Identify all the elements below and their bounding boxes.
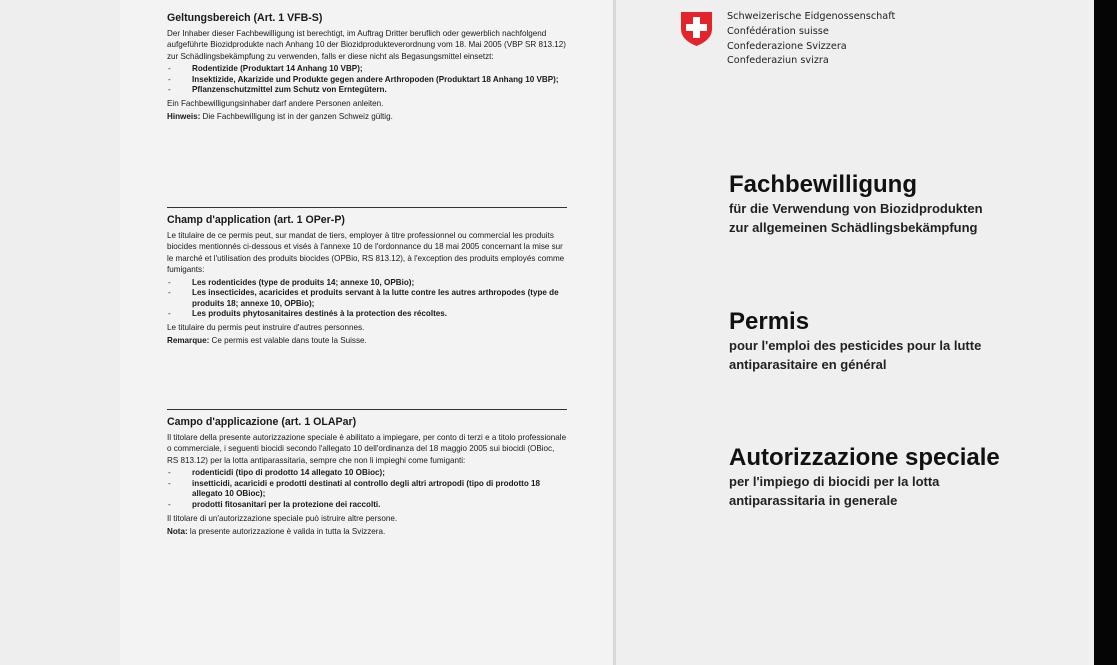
product-list	[167, 468, 567, 510]
section-french	[167, 214, 567, 346]
note-text: Ce permis est valable dans toute la Suisse.	[209, 336, 367, 346]
section-note	[167, 526, 567, 537]
product-list	[167, 278, 567, 320]
section-heading: Champ d'application (art. 1 OPer-P)	[167, 214, 345, 226]
section-extra: Ein Fachbewilligungsinhaber darf andere Personen anleiten.	[167, 99, 384, 108]
scan-edge-right	[1094, 0, 1117, 665]
title-block-french	[729, 308, 1079, 374]
document-subtitle: antiparasitaire en général	[729, 357, 887, 372]
document-title: Permis	[729, 308, 810, 335]
confederation-line: Confédération suisse	[727, 25, 829, 37]
section-italian	[167, 416, 567, 537]
confederation-line: Schweizerische Eidgenossenschaft	[727, 11, 896, 22]
list-item: - Insektizide, Akarizide und Produkte gegen andere Arthropoden (Produktart 18 Anhang 10 VBP);	[167, 75, 567, 86]
section-intro: Il titolare della presente autorizzazione speciale è abilitato a impiegare, per conto di terzi e a titolo professionale o commerciale, i seguenti biocidi secondo l'allegato 10 dell'ordinanza del 18 maggio 2005 sui biocidi (OBioc, RS 813.12) per la lotta antiparassitaria, sempre che non li impieghi come fumiganti:	[167, 433, 567, 465]
swiss-cross-icon	[679, 10, 714, 47]
crest-cross-horizontal	[686, 24, 707, 31]
list-item: - rodenticidi (tipo di prodotto 14 allegato 10 OBioc);	[167, 468, 567, 479]
confederation-wordmark	[727, 10, 895, 69]
title-block-german	[729, 171, 1079, 237]
section-divider	[167, 409, 567, 410]
document-subtitle: pour l'emploi des pesticides pour la lutte	[729, 338, 982, 353]
list-item: - Les insecticides, acaricides et produits servant à la lutte contre les autres arthropodes (type de produits 18; annexe 10, OPBio);	[167, 288, 567, 309]
note-text: la presente autorizzazione è valida in tutta la Svizzera.	[187, 527, 386, 536]
document-subtitle: für die Verwendung von Biozidprodukten	[729, 201, 983, 216]
list-item: - prodotti fitosanitari per la protezione dei raccolti.	[167, 500, 567, 511]
confederation-line: Confederazione Svizzera	[727, 40, 847, 52]
document-subtitle: per l'impiego di biocidi per la lotta	[729, 474, 940, 489]
note-text: Die Fachbewilligung ist in der ganzen Schweiz gültig.	[200, 112, 393, 122]
document-subtitle: zur allgemeinen Schädlingsbekämpfung	[729, 220, 978, 235]
list-item: - Les produits phytosanitaires destinés à la protection des récoltes.	[167, 309, 567, 320]
document-title: Autorizzazione speciale	[729, 444, 1000, 471]
section-divider	[167, 207, 567, 208]
section-intro: Der Inhaber dieser Fachbewilligung ist berechtigt, im Auftrag Dritter beruflich oder gewerblich nachfolgend aufgeführte Biozidprodukte nach Anhang 10 der Biozidprodukteverordnung vom 18. Mai 2005 (VBP SR 813.12) zur Schädlingsbekämpfung zu verwenden, falls er diese nicht als Begasungsmittel einsetzt:	[167, 29, 566, 61]
section-heading: Campo d'applicazione (art. 1 OLAPar)	[167, 416, 357, 428]
section-heading: Geltungsbereich (Art. 1 VFB-S)	[167, 12, 323, 24]
list-item: - Rodentizide (Produktart 14 Anhang 10 VBP);	[167, 64, 567, 75]
section-note	[167, 111, 567, 122]
section-german	[167, 12, 567, 122]
scan-margin-left	[0, 0, 120, 665]
note-label: Hinweis:	[167, 112, 201, 122]
title-block-italian	[729, 444, 1079, 510]
list-item: - insetticidi, acaricidi e prodotti destinati al controllo degli altri artropodi (tipo di prodotto 18 allegato 10 OBioc);	[167, 479, 567, 500]
confederation-line: Confederaziun svizra	[727, 55, 829, 67]
section-note	[167, 335, 567, 346]
section-extra: Il titolare di un'autorizzazione speciale può istruire altre persone.	[167, 513, 398, 523]
product-list	[167, 64, 567, 96]
document-title: Fachbewilligung	[729, 171, 918, 198]
note-label: Remarque:	[167, 336, 210, 346]
document-subtitle: antiparassitaria in generale	[729, 493, 898, 508]
section-extra: Le titulaire du permis peut instruire d'autres personnes.	[167, 323, 365, 332]
list-item: - Les rodenticides (type de produits 14; annexe 10, OPBio);	[167, 278, 567, 289]
note-label: Nota:	[167, 527, 188, 536]
list-item: - Pflanzenschutzmittel zum Schutz von Erntegütern.	[167, 85, 567, 96]
section-intro: Le titulaire de ce permis peut, sur mandat de tiers, employer à titre professionnel ou commercial les produits biocides mentionnés ci-dessous et visés à l'annexe 10 de l'ordonnance du 18 mai 2005 concernant la mise sur le marché et l'utilisation des produits biocides (OPBio, RS 813.12), à l'exception des produits employés comme fumigants:	[167, 231, 565, 275]
